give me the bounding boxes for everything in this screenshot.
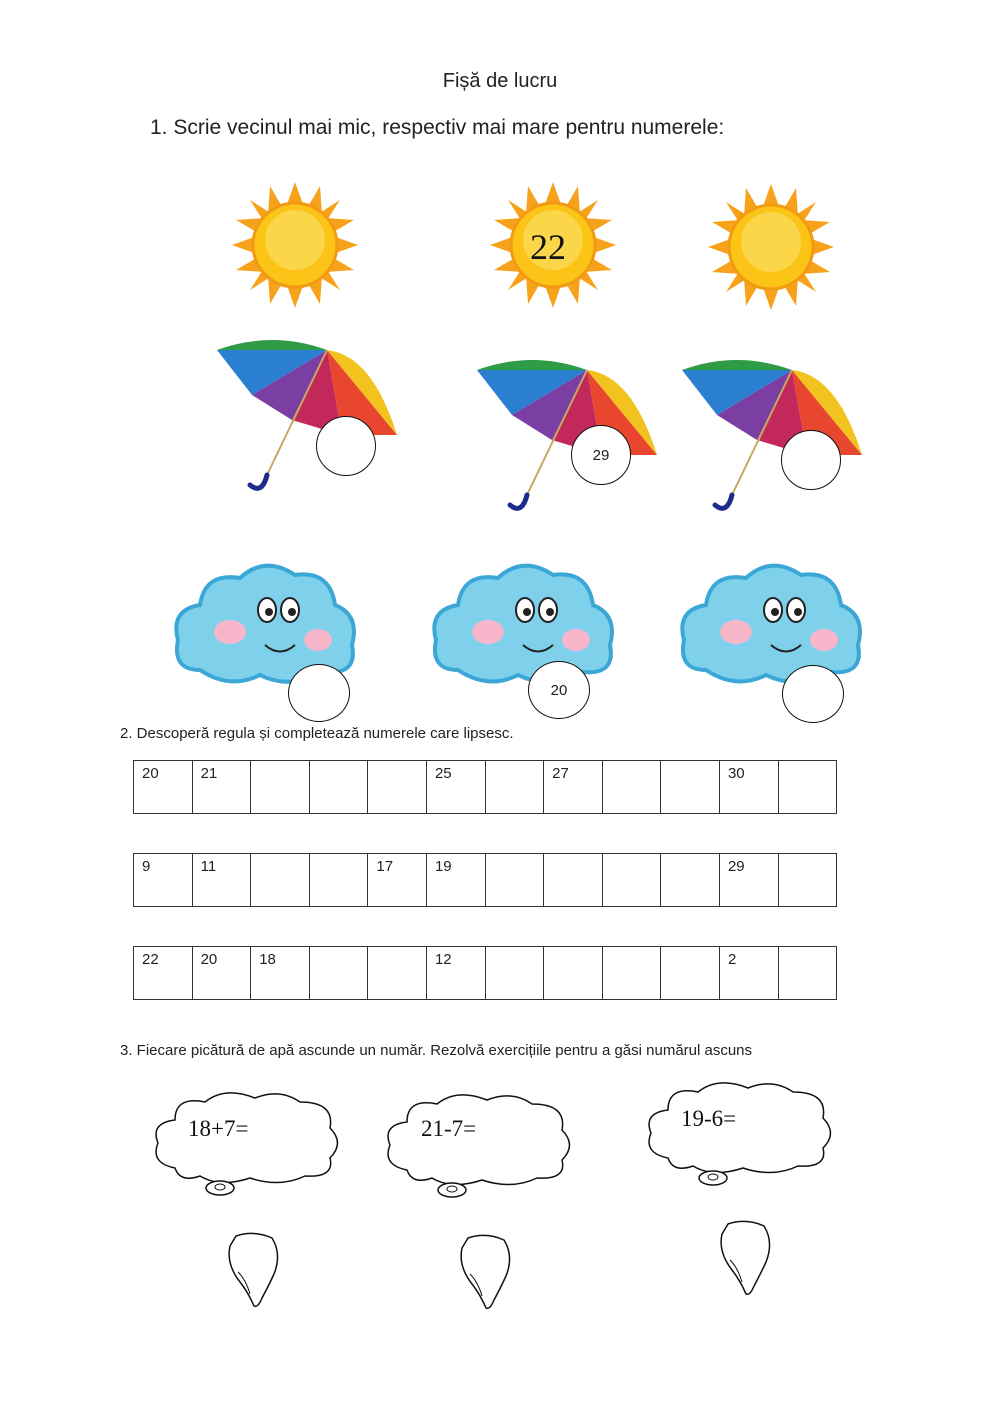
table-cell[interactable] xyxy=(544,854,603,907)
thought-cloud-icon xyxy=(643,1078,838,1193)
table-cell[interactable] xyxy=(309,854,368,907)
table-cell[interactable] xyxy=(602,947,661,1000)
umbrella-icon xyxy=(472,355,662,515)
umbrella-icon xyxy=(677,355,867,515)
cloud-face-icon xyxy=(676,560,866,695)
table-cell[interactable]: 21 xyxy=(192,761,251,814)
sequence-table-1 xyxy=(133,760,837,814)
table-row xyxy=(134,854,837,907)
answer-circle[interactable] xyxy=(781,430,841,490)
table-cell[interactable]: 27 xyxy=(544,761,603,814)
table-cell[interactable]: 30 xyxy=(719,761,778,814)
table-cell[interactable] xyxy=(661,761,720,814)
table-row xyxy=(134,947,837,1000)
exercise-expression: 21-7= xyxy=(421,1116,477,1141)
answer-circle[interactable]: 20 xyxy=(528,661,590,719)
table-cell[interactable]: 20 xyxy=(134,761,193,814)
table-cell[interactable] xyxy=(602,761,661,814)
water-drop-icon[interactable] xyxy=(224,1232,282,1310)
exercise-1-instruction: 1. Scrie vecinul mai mic, respectiv mai mare pentru numerele: xyxy=(150,116,725,139)
table-cell[interactable]: 29 xyxy=(719,854,778,907)
water-drop-icon[interactable] xyxy=(716,1220,774,1298)
answer-circle[interactable] xyxy=(288,664,350,722)
table-cell[interactable] xyxy=(368,761,427,814)
answer-circle[interactable] xyxy=(782,665,844,723)
table-cell[interactable]: 22 xyxy=(134,947,193,1000)
table-cell[interactable] xyxy=(778,761,837,814)
sun-number: 22 xyxy=(530,227,566,267)
table-cell[interactable] xyxy=(661,854,720,907)
table-cell[interactable] xyxy=(661,947,720,1000)
cloud-face-icon xyxy=(428,560,618,695)
table-cell[interactable] xyxy=(778,854,837,907)
table-cell[interactable]: 11 xyxy=(192,854,251,907)
sun-icon xyxy=(230,180,360,310)
table-cell[interactable] xyxy=(309,947,368,1000)
page-title: Fișă de lucru xyxy=(442,70,558,92)
table-cell[interactable]: 19 xyxy=(426,854,485,907)
table-cell[interactable]: 17 xyxy=(368,854,427,907)
table-cell[interactable] xyxy=(485,761,544,814)
thought-cloud-icon xyxy=(382,1090,577,1205)
answer-circle[interactable]: 29 xyxy=(571,425,631,485)
table-cell[interactable] xyxy=(309,761,368,814)
table-row xyxy=(134,761,837,814)
umbrella-icon xyxy=(212,335,402,495)
table-cell[interactable] xyxy=(485,854,544,907)
table-cell[interactable]: 12 xyxy=(426,947,485,1000)
table-cell[interactable]: 9 xyxy=(134,854,193,907)
water-drop-icon[interactable] xyxy=(456,1234,514,1312)
table-cell[interactable]: 2 xyxy=(719,947,778,1000)
exercise-3-instruction: 3. Fiecare picătură de apă ascunde un număr. Rezolvă exercițiile pentru a găsi numărul ascuns xyxy=(120,1042,753,1059)
exercise-expression: 19-6= xyxy=(681,1106,737,1131)
table-cell[interactable] xyxy=(485,947,544,1000)
exercise-expression: 18+7= xyxy=(188,1116,249,1141)
table-cell[interactable] xyxy=(544,947,603,1000)
table-cell[interactable] xyxy=(368,947,427,1000)
table-cell[interactable] xyxy=(251,761,310,814)
table-cell[interactable]: 18 xyxy=(251,947,310,1000)
sequence-table-3 xyxy=(133,946,837,1000)
table-cell[interactable]: 25 xyxy=(426,761,485,814)
sequence-table-2 xyxy=(133,853,837,907)
table-cell[interactable]: 20 xyxy=(192,947,251,1000)
table-cell[interactable] xyxy=(602,854,661,907)
thought-cloud-icon xyxy=(150,1088,345,1203)
sun-icon xyxy=(706,182,836,312)
exercise-2-instruction: 2. Descoperă regula și completează numerele care lipsesc. xyxy=(120,725,514,742)
table-cell[interactable] xyxy=(251,854,310,907)
table-cell[interactable] xyxy=(778,947,837,1000)
answer-circle[interactable] xyxy=(316,416,376,476)
